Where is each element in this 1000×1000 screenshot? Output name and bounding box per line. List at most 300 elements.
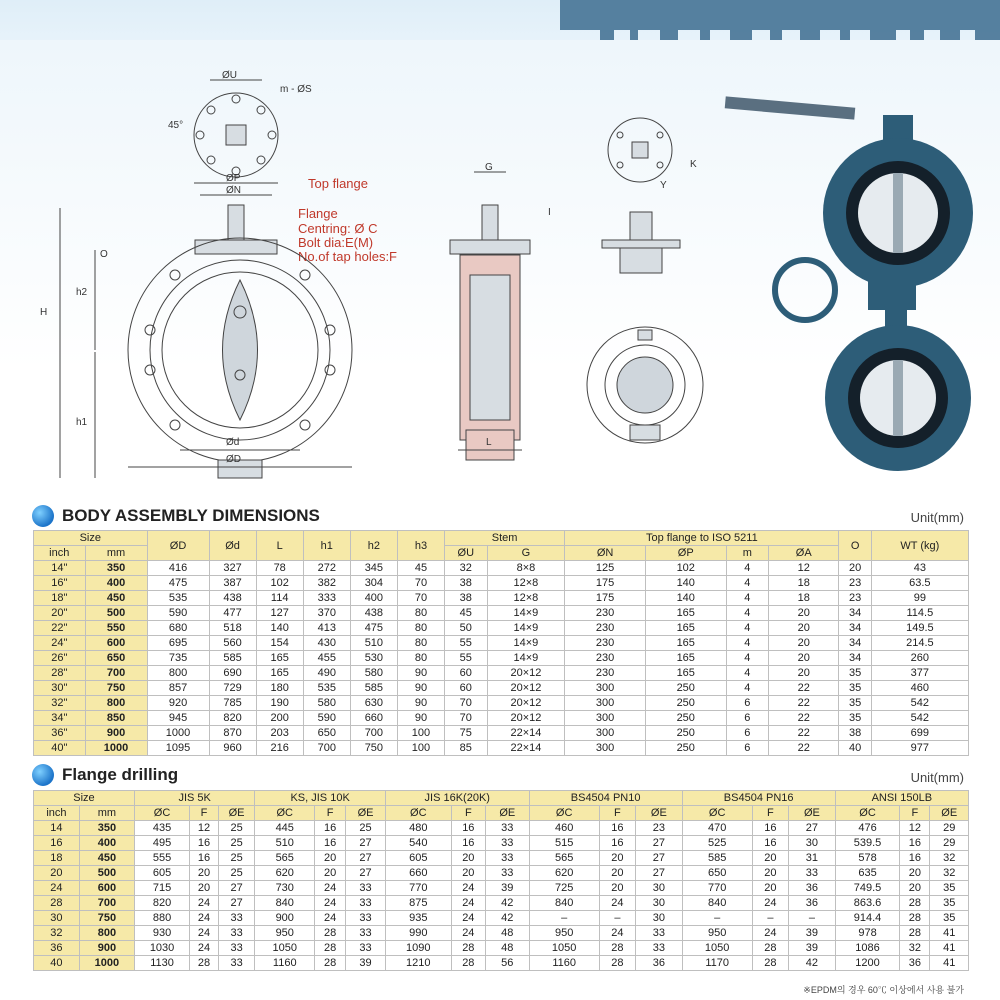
table-cell: 33 (346, 911, 386, 926)
table-row (34, 881, 969, 896)
col-F: F (752, 806, 788, 821)
cell-mm: 350 (85, 561, 147, 576)
table-cell: 875 (385, 896, 451, 911)
table-cell: 28 (599, 941, 635, 956)
table-cell: 977 (871, 741, 968, 756)
table-cell: 525 (682, 836, 752, 851)
technical-drawing-area (0, 40, 1000, 510)
table-cell: 35 (930, 881, 969, 896)
table-cell: 42 (789, 956, 836, 971)
table-cell: 45 (445, 606, 488, 621)
table-cell: 75 (445, 726, 488, 741)
table-cell: 4 (726, 651, 768, 666)
table-cell: 45 (397, 561, 444, 576)
col-D: ØD (147, 531, 209, 561)
table-cell: 377 (871, 666, 968, 681)
cell-inch: 28" (34, 666, 86, 681)
table-cell: 578 (835, 851, 900, 866)
table-cell: 33 (636, 926, 683, 941)
table-cell: 4 (726, 561, 768, 576)
table-cell: 80 (397, 651, 444, 666)
table-cell: 1050 (255, 941, 315, 956)
table-row (34, 606, 969, 621)
table-cell: 33 (485, 866, 529, 881)
col-C: ØC (529, 806, 599, 821)
table-cell: 28 (752, 956, 788, 971)
cell-mm: 700 (79, 896, 134, 911)
table-cell: 660 (350, 711, 397, 726)
table-cell: 16 (451, 836, 485, 851)
dim-l-side: L (486, 437, 492, 448)
col-standard: BS4504 PN16 (682, 791, 835, 806)
table-cell: 650 (682, 866, 752, 881)
table-cell: 699 (871, 726, 968, 741)
table-cell: 490 (303, 666, 350, 681)
callout-bolt-dia: Bolt dia:E(M) (298, 235, 374, 250)
table-cell: 945 (147, 711, 209, 726)
table-cell: 20 (599, 866, 635, 881)
table-cell: 660 (385, 866, 451, 881)
table-cell: 333 (303, 591, 350, 606)
col-U: ØU (445, 546, 488, 561)
table-cell: 650 (303, 726, 350, 741)
table-cell: 27 (346, 836, 386, 851)
table-cell: 16 (599, 821, 635, 836)
cell-inch: 28 (34, 896, 80, 911)
table-cell: 700 (303, 741, 350, 756)
col-L: L (256, 531, 303, 561)
table-cell: 24 (451, 911, 485, 926)
table-row (34, 896, 969, 911)
flange-table-unit: Unit(mm) (910, 770, 964, 785)
table-cell: 20×12 (487, 696, 565, 711)
table-cell: 729 (209, 681, 256, 696)
table-cell: 272 (303, 561, 350, 576)
cell-mm: 650 (85, 651, 147, 666)
side-view (450, 172, 530, 460)
col-O: O (839, 531, 871, 561)
dim-h2: h2 (76, 287, 88, 298)
cell-mm: 900 (79, 941, 134, 956)
cell-inch: 14" (34, 561, 86, 576)
table-cell: 33 (485, 836, 529, 851)
cell-inch: 30 (34, 911, 80, 926)
table-cell: 1095 (147, 741, 209, 756)
table-cell: 36 (636, 956, 683, 971)
table-cell: 22×14 (487, 741, 565, 756)
col-standard: JIS 16K(20K) (385, 791, 529, 806)
table-cell: 56 (485, 956, 529, 971)
table-cell: 27 (636, 851, 683, 866)
table-cell: 300 (565, 681, 646, 696)
table-cell: 542 (871, 711, 968, 726)
table-cell: 16 (451, 821, 485, 836)
valve-drawing (0, 40, 1000, 510)
table-row (34, 836, 969, 851)
table-cell: 20 (451, 866, 485, 881)
dim-g: G (485, 162, 493, 173)
table-row (34, 956, 969, 971)
table-row (34, 621, 969, 636)
table-cell: 23 (636, 821, 683, 836)
col-E: ØE (485, 806, 529, 821)
table-cell: 28 (752, 941, 788, 956)
table-cell: 20 (315, 866, 346, 881)
table-cell: 960 (209, 741, 256, 756)
table-cell: 535 (147, 591, 209, 606)
table-cell: 16 (190, 836, 219, 851)
cell-inch: 34" (34, 711, 86, 726)
table-cell: 140 (645, 576, 726, 591)
table-cell: – (599, 911, 635, 926)
table-cell: 33 (346, 926, 386, 941)
table-cell: 16 (752, 836, 788, 851)
table-cell: 20 (768, 651, 839, 666)
table-cell: 80 (397, 621, 444, 636)
table-cell: 42 (485, 911, 529, 926)
table-cell: 12×8 (487, 576, 565, 591)
table-cell: 39 (485, 881, 529, 896)
table-cell: – (682, 911, 752, 926)
cell-mm: 1000 (79, 956, 134, 971)
table-cell: 518 (209, 621, 256, 636)
table-cell: 250 (645, 741, 726, 756)
dim-p: ØP (226, 173, 241, 184)
table-cell: 20 (768, 606, 839, 621)
table-cell: 20 (752, 866, 788, 881)
table-cell: 800 (147, 666, 209, 681)
cell-mm: 350 (79, 821, 134, 836)
table-cell: 36 (789, 896, 836, 911)
table-cell: 30 (636, 911, 683, 926)
col-C: ØC (682, 806, 752, 821)
table-cell: 840 (682, 896, 752, 911)
table-cell: 6 (726, 726, 768, 741)
table-cell: 770 (682, 881, 752, 896)
table-cell: 99 (871, 591, 968, 606)
table-cell: 4 (726, 666, 768, 681)
table-cell: 41 (930, 926, 969, 941)
table-cell: – (789, 911, 836, 926)
table-cell: 35 (839, 696, 871, 711)
dim-d: Ød (226, 437, 240, 448)
col-d: Ød (209, 531, 256, 561)
table-cell: 785 (209, 696, 256, 711)
table-cell: 680 (147, 621, 209, 636)
cell-mm: 850 (85, 711, 147, 726)
table-cell: 28 (451, 941, 485, 956)
table-cell: 165 (256, 666, 303, 681)
table-cell: 33 (218, 926, 255, 941)
table-cell: 20 (839, 561, 871, 576)
table-cell: 20 (599, 881, 635, 896)
table-cell: 90 (397, 696, 444, 711)
col-F: F (900, 806, 930, 821)
table-cell: 28 (315, 941, 346, 956)
table-cell: 920 (147, 696, 209, 711)
table-cell: 90 (397, 711, 444, 726)
col-standard: JIS 5K (134, 791, 254, 806)
table-cell: 34 (839, 636, 871, 651)
body-table-title-text: BODY ASSEMBLY DIMENSIONS (62, 506, 320, 525)
flange-table-title-text: Flange drilling (62, 765, 179, 784)
table-cell: 1160 (255, 956, 315, 971)
table-cell: 149.5 (871, 621, 968, 636)
dim-angle: 45° (168, 120, 184, 131)
table-cell: 24 (315, 881, 346, 896)
cell-mm: 1000 (85, 741, 147, 756)
col-stem: Stem (445, 531, 565, 546)
table-cell: 80 (397, 606, 444, 621)
col-C: ØC (134, 806, 189, 821)
table-cell: 25 (346, 821, 386, 836)
table-row (34, 591, 969, 606)
table-cell: 539.5 (835, 836, 900, 851)
table-cell: 1170 (682, 956, 752, 971)
table-cell: 1160 (529, 956, 599, 971)
callout-flange: Flange (298, 206, 338, 221)
table-row (34, 651, 969, 666)
table-cell: 22×14 (487, 726, 565, 741)
table-row (34, 866, 969, 881)
table-cell: 48 (485, 941, 529, 956)
table-cell: 542 (871, 696, 968, 711)
table-cell: 4 (726, 636, 768, 651)
table-cell: 730 (255, 881, 315, 896)
table-cell: 23 (839, 576, 871, 591)
table-cell: 20 (752, 881, 788, 896)
table-row (34, 576, 969, 591)
cell-inch: 20 (34, 866, 80, 881)
table-cell: 48 (485, 926, 529, 941)
table-cell: 16 (900, 851, 930, 866)
table-cell: 930 (134, 926, 189, 941)
cell-mm: 500 (85, 606, 147, 621)
cell-mm: 900 (85, 726, 147, 741)
table-cell: 28 (315, 926, 346, 941)
table-cell: 560 (209, 636, 256, 651)
table-cell: 16 (315, 836, 346, 851)
table-cell: 20×12 (487, 666, 565, 681)
table-cell: 18 (768, 576, 839, 591)
dim-D: ØD (226, 454, 241, 465)
cell-mm: 800 (79, 926, 134, 941)
col-G: G (487, 546, 565, 561)
table-cell: 535 (303, 681, 350, 696)
col-wt: WT (kg) (871, 531, 968, 561)
table-cell: 24 (451, 896, 485, 911)
table-cell: 590 (303, 711, 350, 726)
table-cell: 24 (599, 896, 635, 911)
table-cell: 18 (768, 591, 839, 606)
valve-photo-gear (775, 260, 971, 471)
table-cell: 36 (900, 956, 930, 971)
table-cell: 16 (315, 821, 346, 836)
col-C: ØC (255, 806, 315, 821)
table-cell: 29 (930, 821, 969, 836)
table-cell: 12 (190, 821, 219, 836)
stem-detail (602, 118, 680, 273)
cell-inch: 26" (34, 651, 86, 666)
table-cell: 33 (218, 911, 255, 926)
table-cell: 476 (835, 821, 900, 836)
table-cell: 125 (565, 561, 646, 576)
table-row (34, 821, 969, 836)
table-cell: 33 (218, 956, 255, 971)
table-cell: 127 (256, 606, 303, 621)
table-cell: 216 (256, 741, 303, 756)
table-cell: 4 (726, 621, 768, 636)
table-cell: 28 (190, 956, 219, 971)
table-cell: 33 (485, 851, 529, 866)
table-cell: 33 (346, 896, 386, 911)
col-mm: mm (79, 806, 134, 821)
table-cell: 22 (768, 696, 839, 711)
table-cell: 565 (529, 851, 599, 866)
table-cell: 230 (565, 636, 646, 651)
table-cell: 820 (134, 896, 189, 911)
table-cell: 820 (209, 711, 256, 726)
table-cell: 28 (900, 926, 930, 941)
table-cell: 32 (930, 866, 969, 881)
table-cell: 14×9 (487, 636, 565, 651)
table-cell: 770 (385, 881, 451, 896)
table-cell: 165 (645, 636, 726, 651)
table-cell: 300 (565, 726, 646, 741)
table-cell: 16 (599, 836, 635, 851)
table-cell: 400 (350, 591, 397, 606)
table-cell: 387 (209, 576, 256, 591)
col-E: ØE (636, 806, 683, 821)
table-cell: 32 (445, 561, 488, 576)
table-cell: 70 (445, 696, 488, 711)
table-cell: 38 (445, 591, 488, 606)
table-cell: 863.6 (835, 896, 900, 911)
cell-mm: 600 (85, 636, 147, 651)
table-cell: 24 (752, 896, 788, 911)
cell-inch: 16 (34, 836, 80, 851)
table-cell: 950 (529, 926, 599, 941)
table-cell: 39 (789, 941, 836, 956)
table-cell: 935 (385, 911, 451, 926)
dim-y: Y (660, 180, 667, 191)
table-cell: 27 (636, 836, 683, 851)
table-cell: 32 (930, 851, 969, 866)
cell-mm: 750 (79, 911, 134, 926)
table-cell: 438 (350, 606, 397, 621)
table-cell: 750 (350, 741, 397, 756)
table-cell: 914.4 (835, 911, 900, 926)
table-cell: 413 (303, 621, 350, 636)
table-cell: 585 (350, 681, 397, 696)
table-cell: 70 (397, 576, 444, 591)
table-cell: 12 (768, 561, 839, 576)
table-cell: 585 (209, 651, 256, 666)
table-cell: 880 (134, 911, 189, 926)
table-cell: 78 (256, 561, 303, 576)
table-cell: 165 (645, 666, 726, 681)
table-cell: 690 (209, 666, 256, 681)
table-cell: 35 (839, 711, 871, 726)
col-h2: h2 (350, 531, 397, 561)
col-E: ØE (346, 806, 386, 821)
table-cell: 41 (930, 941, 969, 956)
table-cell: 735 (147, 651, 209, 666)
table-cell: 370 (303, 606, 350, 621)
table-cell: 27 (218, 881, 255, 896)
table-cell: 840 (255, 896, 315, 911)
col-F: F (451, 806, 485, 821)
table-cell: 70 (397, 591, 444, 606)
table-row (34, 926, 969, 941)
table-cell: 30 (789, 836, 836, 851)
table-cell: 20 (900, 866, 930, 881)
callout-centring: Centring: Ø C (298, 221, 378, 236)
table-row (34, 711, 969, 726)
table-cell: 39 (346, 956, 386, 971)
table-cell: 1030 (134, 941, 189, 956)
col-E: ØE (218, 806, 255, 821)
cell-mm: 600 (79, 881, 134, 896)
cell-mm: 550 (85, 621, 147, 636)
table-cell: 114 (256, 591, 303, 606)
table-cell: 50 (445, 621, 488, 636)
table-cell: 140 (256, 621, 303, 636)
table-cell: 605 (385, 851, 451, 866)
col-C: ØC (385, 806, 451, 821)
table-cell: 33 (789, 866, 836, 881)
cell-mm: 700 (85, 666, 147, 681)
table-cell: 480 (385, 821, 451, 836)
cell-inch: 16" (34, 576, 86, 591)
table-cell: 345 (350, 561, 397, 576)
table-cell: 460 (529, 821, 599, 836)
col-inch: inch (34, 806, 80, 821)
table-cell: 36 (789, 881, 836, 896)
table-row (34, 696, 969, 711)
table-cell: 20 (752, 851, 788, 866)
table-cell: 1200 (835, 956, 900, 971)
table-cell: 14×9 (487, 606, 565, 621)
table-cell: 700 (350, 726, 397, 741)
table-cell: 34 (839, 606, 871, 621)
table-cell: 715 (134, 881, 189, 896)
table-cell: 14×9 (487, 651, 565, 666)
table-cell: 590 (147, 606, 209, 621)
table-cell: 455 (303, 651, 350, 666)
col-F: F (315, 806, 346, 821)
col-m: m (726, 546, 768, 561)
flange-table-title (32, 764, 178, 786)
table-cell: 165 (645, 621, 726, 636)
col-P: ØP (645, 546, 726, 561)
flange-drilling-table (33, 790, 969, 971)
table-cell: 24 (190, 896, 219, 911)
col-h1: h1 (303, 531, 350, 561)
table-cell: 24 (190, 941, 219, 956)
table-cell: 620 (255, 866, 315, 881)
table-cell: 20×12 (487, 681, 565, 696)
col-F: F (190, 806, 219, 821)
table-cell: 33 (218, 941, 255, 956)
table-cell: 31 (789, 851, 836, 866)
cell-inch: 36 (34, 941, 80, 956)
table-cell: 175 (565, 591, 646, 606)
table-cell: 24 (190, 911, 219, 926)
table-cell: 102 (256, 576, 303, 591)
table-cell: 34 (839, 651, 871, 666)
table-cell: 16 (900, 836, 930, 851)
